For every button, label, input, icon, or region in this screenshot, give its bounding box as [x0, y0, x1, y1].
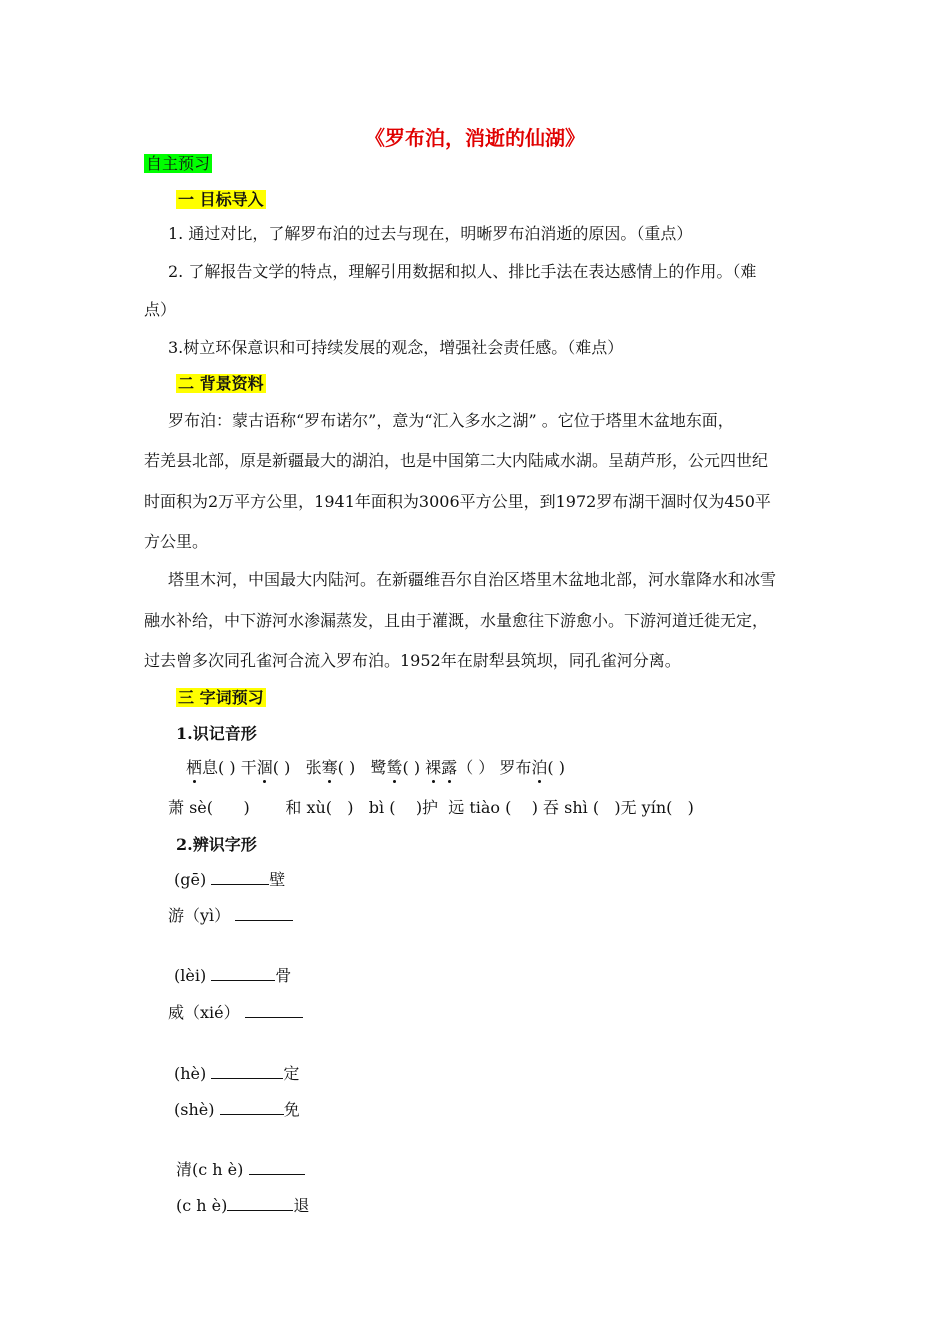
- paragraph-line: 过去曾多次同孔雀河合流入罗布泊。1952年在尉犁县筑坝，同孔雀河分离。: [144, 651, 681, 670]
- section-heading-background: [176, 374, 266, 394]
- suffix-char: 定: [283, 1064, 300, 1083]
- blank: （ ）: [457, 758, 495, 777]
- answer-blank: [211, 870, 269, 885]
- char: 泊: [531, 758, 548, 777]
- suffix-char: 骨: [275, 966, 292, 985]
- paragraph-line: 若羌县北部，原是新疆最大的湖泊，也是中国第二大内陆咸水湖。呈葫芦形，公元四世纪: [144, 451, 769, 470]
- suffix-char: 退: [293, 1196, 310, 1215]
- answer-blank: [245, 1003, 303, 1018]
- char: 骞: [321, 758, 338, 777]
- blank: ( ): [337, 758, 356, 777]
- pinyin: (shè): [174, 1100, 215, 1119]
- char: 张: [305, 758, 322, 777]
- answer-blank: [220, 1100, 284, 1115]
- pinyin: 游（yì）: [168, 906, 231, 925]
- char: 干: [240, 758, 257, 777]
- glyph-item: [168, 906, 293, 926]
- char: 裸: [425, 758, 442, 777]
- char: 鹭: [370, 758, 387, 777]
- glyph-item: [174, 1064, 299, 1084]
- section-tag: [144, 154, 212, 174]
- paragraph-line: 罗布泊：蒙古语称“罗布诺尔”，意为“汇入多水之湖” 。它位于塔里木盆地东面，: [168, 411, 734, 430]
- goal-item: 3.树立环保意识和可持续发展的观念，增强社会责任感。（难点）: [168, 338, 624, 357]
- glyph-item: [174, 966, 291, 986]
- pinyin: 威（xié）: [168, 1003, 240, 1022]
- paragraph-line: 时面积为2万平方公里，1941年面积为3006平方公里，到1972罗布湖干涸时仅为450平: [144, 492, 771, 511]
- char: 涸: [256, 758, 273, 777]
- pinyin: 清(c h è): [176, 1160, 244, 1179]
- pinyin: (lèi): [174, 966, 207, 985]
- suffix-char: 壁: [269, 870, 286, 889]
- answer-blank: [227, 1196, 293, 1211]
- char: 罗布: [499, 758, 532, 777]
- char: 栖: [186, 758, 203, 777]
- glyph-item: [174, 1100, 300, 1120]
- glyph-item: [176, 1160, 305, 1180]
- answer-blank: [211, 1064, 283, 1079]
- vocab-heading: 三 字词预习: [178, 688, 264, 707]
- blank: ( ): [218, 758, 236, 777]
- pronunciation-row-1: [186, 758, 565, 778]
- suffix-char: 免: [283, 1100, 300, 1119]
- subheading-pronunciation: 1.识记音形: [176, 724, 257, 743]
- pinyin: (hè): [174, 1064, 207, 1083]
- goal-item: 1. 通过对比，了解罗布泊的过去与现在，明晰罗布泊消逝的原因。（重点）: [168, 224, 693, 243]
- document-title: 《罗布泊，消逝的仙湖》: [365, 126, 585, 150]
- blank: ( ): [402, 758, 421, 777]
- goal-item: 2. 了解报告文学的特点，理解引用数据和拟人、排比手法在表达感情上的作用。（难: [168, 262, 757, 281]
- section-heading-vocab: [176, 688, 266, 708]
- section-heading-goals: [176, 190, 266, 210]
- blank: ( ): [547, 758, 565, 777]
- answer-blank: [235, 906, 293, 921]
- pinyin: (gē): [174, 870, 207, 889]
- blank: ( ): [272, 758, 291, 777]
- glyph-item: [168, 1003, 303, 1023]
- pronunciation-row-2: 萧 sè( ) 和 xù( ) bì ( )护 远 tiào ( ) 吞 shì ( )无 yín( ): [168, 798, 694, 817]
- char: 息: [202, 758, 219, 777]
- subheading-glyph: 2.辨识字形: [176, 835, 257, 854]
- char: 鸶: [386, 758, 403, 777]
- paragraph-line: 塔里木河，中国最大内陆河。在新疆维吾尔自治区塔里木盆地北部，河水靠降水和冰雪: [168, 570, 777, 589]
- goal-item-continued: 点）: [144, 300, 177, 319]
- section-tag-label: 自主预习: [146, 154, 211, 173]
- background-heading: 二 背景资料: [178, 374, 264, 393]
- paragraph-line: 融水补给，中下游河水渗漏蒸发，且由于灌溉，水量愈往下游愈小。下游河道迁徙无定，: [144, 611, 769, 630]
- answer-blank: [249, 1160, 305, 1175]
- glyph-item: [176, 1196, 309, 1216]
- goals-heading: 一 目标导入: [178, 190, 264, 209]
- glyph-item: [174, 870, 285, 890]
- answer-blank: [211, 966, 275, 981]
- char: 露: [441, 758, 458, 777]
- pinyin: (c h è): [176, 1196, 228, 1215]
- paragraph-line: 方公里。: [144, 532, 209, 551]
